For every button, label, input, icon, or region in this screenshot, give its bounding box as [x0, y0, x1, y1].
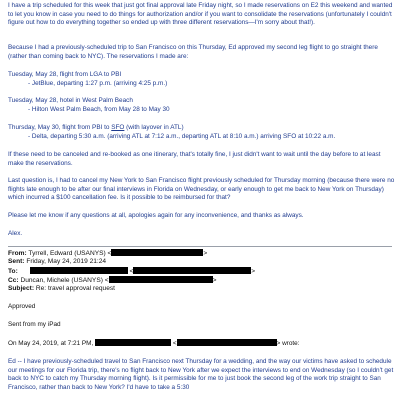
redaction-box	[133, 267, 251, 274]
reservation-3-detail: - Delta, departing 5:30 a.m. (arriving ATL at 7:12 a.m., departing ATL at 8:10 a.m.) arriving SFO at 10:22 a.m.	[28, 133, 336, 140]
redaction-box	[177, 339, 277, 346]
body-paragraph-5: Please let me know if any questions at all, apologies again for any inconvenience, and thanks as always.	[8, 212, 304, 219]
redaction-box	[109, 276, 213, 283]
header-subject: Subject: Re: travel approval request	[8, 285, 116, 292]
reservation-3-title: Thursday, May 30, flight from PBI to SFO (with layover in ATL)	[8, 124, 184, 131]
reservation-1-detail: - JetBlue, departing 1:27 p.m. (arriving 4:25 p.m.)	[28, 80, 168, 87]
sent-from-text: Sent from my iPad	[8, 321, 61, 328]
reservation-2-title: Tuesday, May 28, hotel in West Palm Beach	[8, 97, 133, 104]
approved-text: Approved	[8, 303, 36, 310]
signature: Alex.	[8, 230, 23, 237]
redaction-box	[95, 339, 171, 346]
divider	[8, 246, 392, 247]
header-from: From: Tyrrell, Edward (USANYS) < >	[8, 250, 208, 257]
redaction-box	[30, 267, 128, 274]
body-paragraph-3: If these need to be canceled and re-booked as one itinerary, that's totally fine, I just didn't want to wait until the day before to at least make the reservations.	[8, 151, 381, 167]
body-paragraph-1: I have a trip scheduled for this week that just got final approval late Friday night, so I made reservations on E2 this weekend and wanted to let you know in case you need to do things for authorization and/or if you want to consolidate the reservations (unfortunately I couldn't figure out how to do everything together so ended up with three different reservations—I'm sorry about that!).	[8, 2, 393, 27]
sfo-link[interactable]: SFO	[111, 124, 125, 131]
quoted-paragraph: Ed -- I have previously-scheduled travel to San Francisco next Thursday for a wedding, and the way our victims have asked to schedule our meetings for our Florida trip, there's no flight back to New York after we expect the interviews to end on Wednesday (so I couldn't get back to NYC to catch my Thursday morning flight). Is it permissible for me to just book the second leg of the work trip straight to San Francisco, rather than back to New York? I'd have to take a 5:30	[8, 358, 394, 391]
body-paragraph-2: Because I had a previously-scheduled trip to San Francisco on this Thursday, Ed approved my second leg flight to go straight there (rather than coming back to NYC). The reservations I made are:	[8, 44, 378, 60]
reservation-2-detail: - Hilton West Palm Beach, from May 28 to May 30	[28, 106, 170, 113]
header-sent: Sent: Friday, May 24, 2019 21:24	[8, 258, 107, 265]
body-paragraph-4: Last question is, I had to cancel my New York to San Francisco flight previously scheduled for Thursday morning (because there were no flights late enough to be after our final interviews in Florida on Wednesday, or early enough to get me back to New York on Thursday) which incurred a $100 cancellation fee. Is it possible to be reimbursed for that?	[8, 177, 395, 202]
redaction-box	[111, 249, 203, 256]
reservation-1-title: Tuesday, May 28, flight from LGA to PBI	[8, 71, 122, 78]
quote-attribution: On May 24, 2019, at 7:21 PM, < > wrote:	[8, 340, 300, 347]
header-cc: Cc: Duncan, Michele (USANYS) < >	[8, 277, 217, 284]
header-to: To: < >	[8, 268, 256, 275]
